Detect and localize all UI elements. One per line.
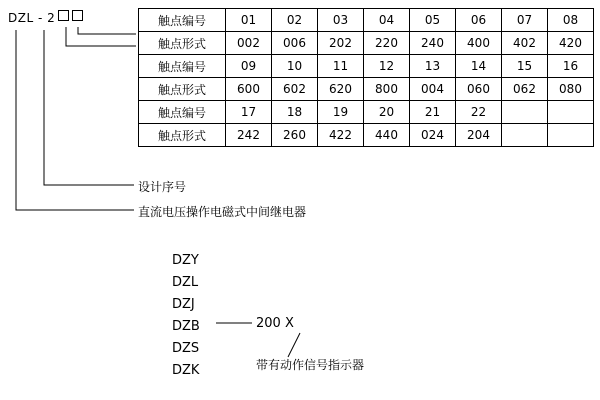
table-cell: 20 (364, 101, 410, 124)
annotation-description: 直流电压操作电磁式中间继电器 (138, 205, 307, 219)
contact-spec-table (138, 8, 594, 147)
series-item-dzy: DZY (172, 253, 199, 268)
table-cell: 06 (456, 9, 502, 32)
model-code-box-1 (58, 10, 69, 21)
table-cell: 19 (318, 101, 364, 124)
table-cell: 060 (456, 78, 502, 101)
table-cell: 14 (456, 55, 502, 78)
table-cell: 420 (548, 32, 594, 55)
table-cell: 204 (456, 124, 502, 147)
series-code: 200 X (256, 316, 294, 331)
series-list (172, 250, 200, 382)
table-cell: 03 (318, 9, 364, 32)
table-cell: 02 (272, 9, 318, 32)
table-cell: 12 (364, 55, 410, 78)
table-cell (502, 124, 548, 147)
table-cell: 04 (364, 9, 410, 32)
table-cell: 22 (456, 101, 502, 124)
table-cell: 402 (502, 32, 548, 55)
row-label: 触点编号 (139, 9, 226, 32)
table-row (139, 101, 594, 124)
table-cell: 15 (502, 55, 548, 78)
table-cell: 16 (548, 55, 594, 78)
table-cell: 242 (226, 124, 272, 147)
table-row (139, 78, 594, 101)
table-cell: 240 (410, 32, 456, 55)
table-cell: 08 (548, 9, 594, 32)
table-cell: 13 (410, 55, 456, 78)
table-cell: 024 (410, 124, 456, 147)
table-cell: 05 (410, 9, 456, 32)
table-cell: 004 (410, 78, 456, 101)
table-cell: 17 (226, 101, 272, 124)
series-item-dzl: DZL (172, 275, 199, 290)
annotation-design-no: 设计序号 (138, 180, 187, 194)
series-item-dzj: DZJ (172, 297, 195, 312)
row-label: 触点形式 (139, 124, 226, 147)
table-cell (548, 124, 594, 147)
table-cell (502, 101, 548, 124)
table-cell: 400 (456, 32, 502, 55)
series-item-dzb: DZB (172, 319, 200, 334)
table-row (139, 32, 594, 55)
table-row (139, 9, 594, 32)
indicator-label: 带有动作信号指示器 (256, 358, 365, 372)
row-label: 触点形式 (139, 32, 226, 55)
table-cell: 11 (318, 55, 364, 78)
table-cell: 800 (364, 78, 410, 101)
table-cell: 620 (318, 78, 364, 101)
table-cell: 260 (272, 124, 318, 147)
table-cell: 01 (226, 9, 272, 32)
model-code-box-2 (72, 10, 83, 21)
table-cell: 10 (272, 55, 318, 78)
table-cell: 422 (318, 124, 364, 147)
table-cell: 602 (272, 78, 318, 101)
row-label: 触点编号 (139, 55, 226, 78)
table-cell: 18 (272, 101, 318, 124)
table-cell: 09 (226, 55, 272, 78)
series-item-dzs: DZS (172, 341, 200, 356)
table-cell: 600 (226, 78, 272, 101)
table-cell (548, 101, 594, 124)
table-cell: 002 (226, 32, 272, 55)
table-row (139, 124, 594, 147)
table-row (139, 55, 594, 78)
table-cell: 006 (272, 32, 318, 55)
row-label: 触点形式 (139, 78, 226, 101)
table-cell: 440 (364, 124, 410, 147)
table-cell: 062 (502, 78, 548, 101)
model-code (8, 10, 83, 25)
table-cell: 21 (410, 101, 456, 124)
table-cell: 202 (318, 32, 364, 55)
series-item-dzk: DZK (172, 363, 200, 378)
table-cell: 080 (548, 78, 594, 101)
model-code-prefix: DZL - 2 (8, 11, 56, 25)
table-cell: 07 (502, 9, 548, 32)
row-label: 触点编号 (139, 101, 226, 124)
table-cell: 220 (364, 32, 410, 55)
